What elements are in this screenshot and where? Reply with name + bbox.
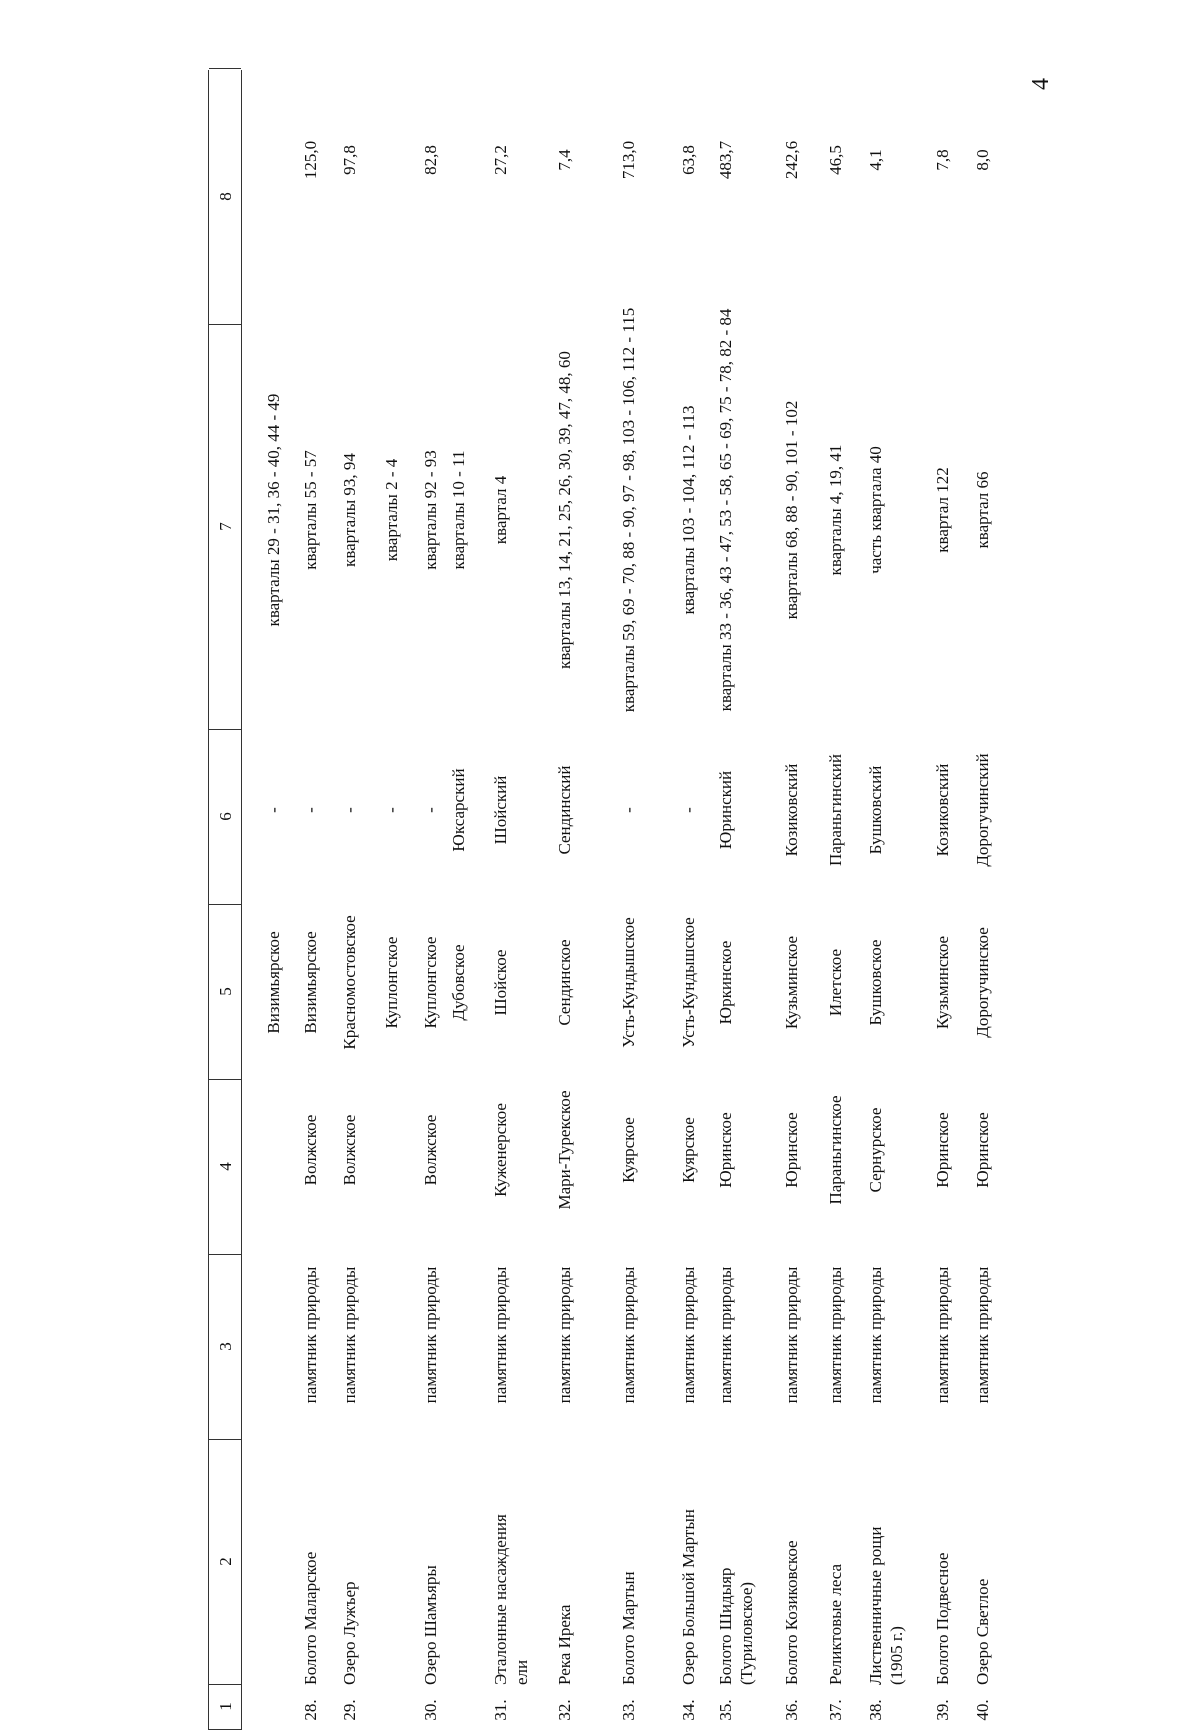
cell-district [263,1065,287,1235]
cell-row-number: 37. [826,1699,845,1721]
cell-row-number: 36. [782,1699,801,1721]
table-row [865,70,911,1730]
cell-district: Юринское [973,1112,992,1188]
cell-area: 46,5 [826,145,845,175]
cell-object-name: Реликтовые леса [826,1563,845,1685]
cell-object-name: Озеро Светлое [973,1578,992,1685]
cell-forestry: - [421,807,440,813]
cell-category: памятник природы [826,1266,845,1404]
cell-forestry: - [340,807,359,813]
header-col-5: 5 [209,904,241,1080]
cell-quarters: кварталы 55 - 57 [301,450,320,570]
cell-row-number [381,1690,405,1730]
cell-object-name: Озеро Большой Мартын [679,1509,698,1685]
header-col-7: 7 [209,324,241,730]
cell-area: 82,8 [421,145,440,175]
cell-object-name: Эталонные насаждения ели [491,1514,531,1685]
table-row [339,70,363,1730]
cell-district: Мари-Турекское [555,1090,574,1210]
cell-quarters: кварталы 10 - 11 [449,450,468,570]
table-row [825,70,849,1730]
cell-area: 242,6 [782,140,801,180]
cell-forestry: Бушковский [866,765,885,855]
cell-object-name: Болото Козиковское [782,1540,801,1685]
cell-row-number: 40. [973,1699,992,1721]
cell-area: 97,8 [340,145,359,175]
cell-category: памятник природы [782,1266,801,1404]
cell-quarters: кварталы 93, 94 [340,453,359,567]
cell-object-name: Озеро Шамъяры [421,1565,440,1685]
cell-district [448,1065,472,1235]
cell-settlement: Куплонгское [421,936,440,1029]
cell-area [263,70,287,250]
cell-object-name [448,1500,472,1685]
cell-settlement: Кузьминское [782,935,801,1030]
cell-area: 7,4 [555,149,574,171]
cell-settlement: Визимьярское [301,931,320,1034]
cell-row-number: 34. [679,1699,698,1721]
cell-quarters: квартал 122 [933,467,952,553]
cell-settlement: Визимьярское [264,931,283,1034]
cell-forestry: - [264,807,283,813]
cell-district: Куярское [619,1117,638,1183]
table-row [678,70,702,1730]
cell-quarters: кварталы 92 - 93 [421,450,440,570]
cell-forestry: Козиковский [782,763,801,857]
cell-row-number: 33. [619,1699,638,1721]
cell-forestry: - [679,807,698,813]
cell-category [263,1235,287,1435]
table-row [490,70,536,1730]
cell-settlement: Илетское [826,948,845,1017]
cell-area: 27,2 [491,145,510,175]
cell-district: Волжское [421,1114,440,1186]
cell-quarters: часть квартала 40 [866,446,885,574]
cell-object-name: Болото Мартын [619,1571,638,1685]
cell-forestry: Козиковский [933,763,952,857]
cell-forestry: Юринский [716,770,735,850]
table-row [263,70,287,1730]
cell-forestry: - [619,807,638,813]
cell-quarters: квартал 66 [973,471,992,549]
cell-row-number: 39. [933,1699,952,1721]
cell-quarters: квартал 4 [491,475,510,545]
cell-settlement: Дорогучинское [973,927,992,1038]
cell-area: 7,8 [933,149,952,171]
cell-settlement: Усть-Кундышское [619,917,638,1048]
cell-forestry: - [301,807,320,813]
cell-settlement: Дубовское [449,944,468,1021]
cell-category [448,1235,472,1435]
cell-settlement: Куплонгское [382,936,401,1029]
page-number: 4 [1028,78,1054,90]
cell-object-name: Лиственничные рощи (1905 г.) [866,1526,906,1685]
table-row [448,70,472,1730]
table-row [972,70,996,1730]
cell-district: Волжское [340,1114,359,1186]
cell-category: памятник природы [716,1266,735,1404]
cell-forestry: Сендинский [555,765,574,855]
cell-district: Юринское [782,1112,801,1188]
cell-row-number: 29. [340,1699,359,1721]
cell-row-number [263,1690,287,1730]
cell-object-name: Болото Подвесное [933,1552,952,1685]
cell-category: памятник природы [866,1266,885,1404]
cell-quarters: кварталы 29 - 31, 36 - 40, 44 - 49 [264,393,283,627]
cell-row-number [448,1690,472,1730]
cell-object-name: Река Ирека [555,1604,574,1685]
cell-quarters: кварталы 2 - 4 [382,458,401,562]
table-row [715,70,761,1730]
cell-category: памятник природы [973,1266,992,1404]
cell-category: памятник природы [340,1266,359,1404]
cell-category [381,1235,405,1435]
cell-forestry: Параньгинский [826,754,845,866]
cell-settlement: Бушковское [866,939,885,1026]
natural-monuments-table [208,70,1200,1730]
cell-area: 713,0 [619,140,638,180]
cell-category: памятник природы [933,1266,952,1404]
cell-quarters: кварталы 103 - 104, 112 - 113 [679,405,698,615]
cell-district: Волжское [301,1114,320,1186]
header-col-1: 1 [209,1684,241,1730]
cell-settlement: Шойское [491,949,510,1016]
cell-quarters: кварталы 13, 14, 21, 25, 26, 30, 39, 47, 48, 60 [555,351,574,669]
cell-category: памятник природы [491,1266,510,1404]
cell-row-number: 31. [491,1699,510,1721]
cell-category: памятник природы [679,1266,698,1404]
cell-row-number: 35. [716,1699,735,1721]
table-row [420,70,444,1730]
cell-district: Сернурское [866,1107,885,1193]
cell-object-name: Озеро Лужъер [340,1581,359,1685]
cell-area: 63,8 [679,145,698,175]
cell-settlement: Усть-Кундышское [679,917,698,1048]
cell-district: Куярское [679,1117,698,1183]
header-col-2: 2 [209,1439,241,1685]
header-col-4: 4 [209,1079,241,1255]
cell-area: 483,7 [716,140,735,180]
cell-quarters: кварталы 33 - 36, 43 - 47, 53 - 58, 65 - 69, 75 - 78, 82 - 84 [716,308,735,712]
cell-category: памятник природы [619,1266,638,1404]
cell-quarters: кварталы 59, 69 - 70, 88 - 90, 97 - 98, 103 - 106, 112 - 115 [619,307,638,713]
table-header-row [208,70,242,1730]
cell-forestry: Дорогучинский [973,753,992,867]
table-row [554,70,600,1730]
cell-object-name [381,1500,405,1685]
cell-forestry: Юксарский [449,768,468,852]
cell-area [448,70,472,250]
header-col-3: 3 [209,1254,241,1440]
cell-row-number: 30. [421,1699,440,1721]
cell-settlement: Сендинское [555,939,574,1026]
table-row [300,70,324,1730]
cell-district: Параньгинское [826,1095,845,1205]
cell-quarters: кварталы 4, 19, 41 [826,444,845,576]
cell-row-number: 32. [555,1699,574,1721]
cell-category: памятник природы [301,1266,320,1404]
header-col-8: 8 [209,68,241,325]
cell-settlement: Кузьминское [933,935,952,1030]
table-row [618,70,664,1730]
cell-category: памятник природы [555,1266,574,1404]
cell-quarters: кварталы 68, 88 - 90, 101 - 102 [782,400,801,620]
table-row [381,70,405,1730]
cell-object-name: Болото Маларское [301,1551,320,1685]
cell-district [381,1065,405,1235]
cell-area [381,70,405,250]
cell-district: Куженерское [491,1103,510,1197]
table-row [932,70,956,1730]
cell-district: Юринское [716,1112,735,1188]
cell-area: 4,1 [866,149,885,171]
cell-area: 125,0 [301,140,320,180]
header-col-6: 6 [209,729,241,905]
cell-object-name [263,1500,287,1685]
cell-area: 8,0 [973,149,992,171]
cell-settlement: Красномостовское [340,915,359,1050]
cell-row-number: 38. [866,1699,885,1721]
cell-row-number: 28. [301,1699,320,1721]
cell-forestry: - [382,807,401,813]
cell-forestry: Шойский [491,775,510,845]
cell-settlement: Юркинское [716,940,735,1025]
cell-district: Юринское [933,1112,952,1188]
table-row [781,70,805,1730]
cell-category: памятник природы [421,1266,440,1404]
cell-object-name: Болото Шидыяр (Туриловское) [716,1567,756,1685]
